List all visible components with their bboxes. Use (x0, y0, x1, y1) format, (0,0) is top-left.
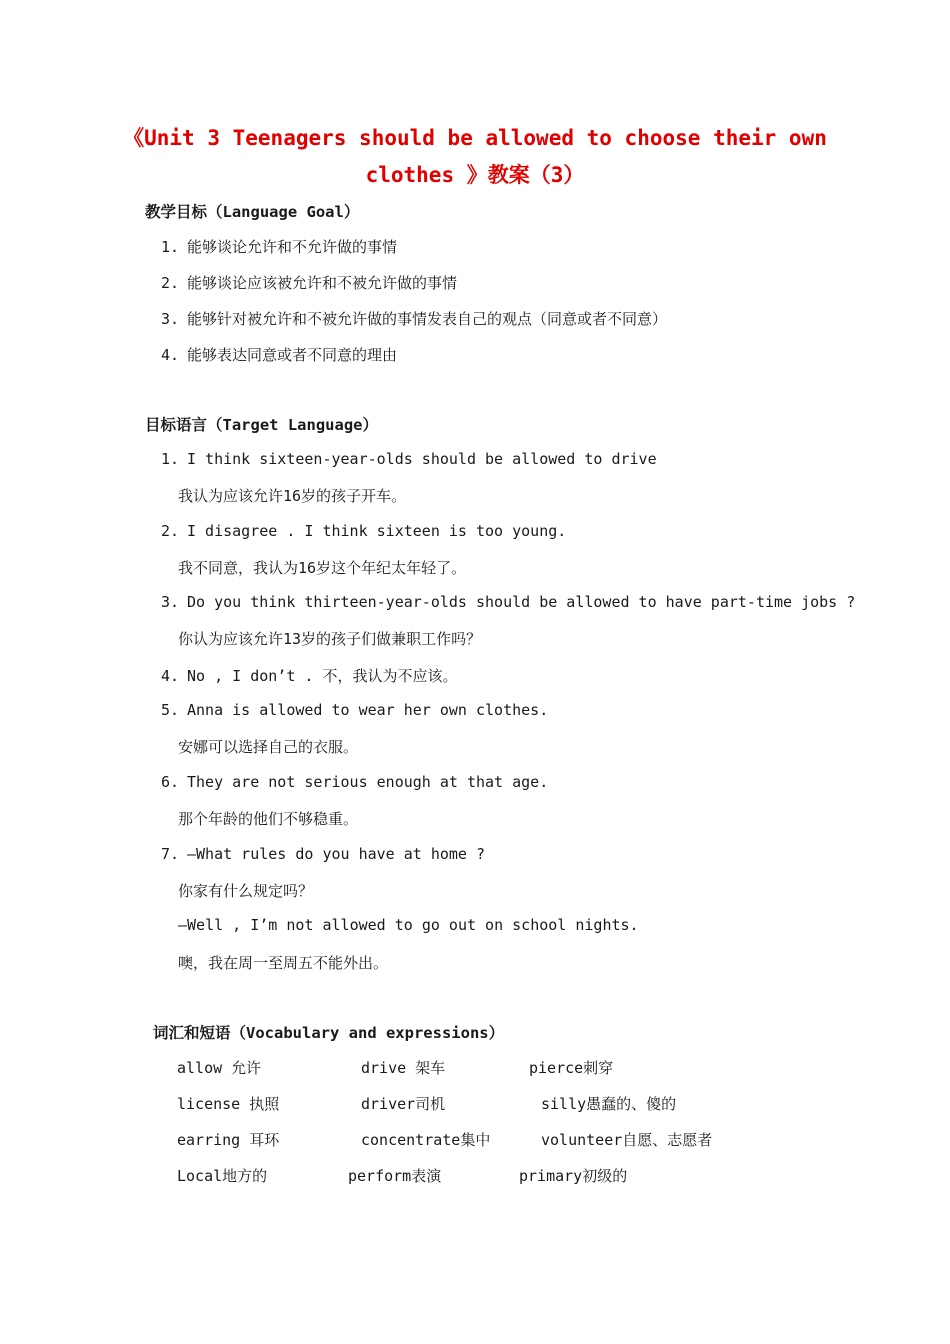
vocab-heading: 词汇和短语（Vocabulary and expressions） (153, 1024, 505, 1042)
target-en: No , I don’t . 不，我认为不应该。 (187, 667, 458, 685)
target-zh: 那个年龄的他们不够稳重。 (178, 810, 359, 828)
goal-item (161, 272, 457, 293)
target-zh: 你认为应该允许13岁的孩子们做兼职工作吗？ (178, 630, 482, 648)
vocab-item: concentrate集中 (361, 1131, 491, 1149)
target-en: I disagree . I think sixteen is too young. (187, 522, 567, 540)
vocab-item: allow 允许 (177, 1059, 262, 1077)
target-num: 3. (161, 593, 180, 611)
vocab-item: perform表演 (348, 1167, 442, 1185)
title-line-2: clothes 》教案（3） (365, 163, 585, 187)
target-heading: 目标语言（Target Language） (145, 416, 378, 434)
target-item-en (161, 522, 566, 540)
goal-num: 3. (161, 310, 180, 328)
target-zh: 安娜可以选择自己的衣服。 (178, 738, 359, 756)
target-item-en (161, 593, 855, 611)
target-num: 6. (161, 773, 180, 791)
goals-heading: 教学目标（Language Goal） (145, 203, 360, 221)
target-en: I think sixteen-year-olds should be allowed to drive (187, 450, 657, 468)
goal-text: 能够谈论应该被允许和不被允许做的事情 (187, 274, 458, 292)
vocab-item: driver司机 (361, 1095, 446, 1113)
goal-num: 4. (161, 346, 180, 364)
vocab-item: primary初级的 (519, 1167, 628, 1185)
goal-item (161, 236, 397, 257)
target-en: —What rules do you have at home ? (187, 845, 486, 863)
target-zh-reply: 噢，我在周一至周五不能外出。 (178, 954, 389, 972)
target-en: Anna is allowed to wear her own clothes. (187, 701, 549, 719)
vocab-item: silly愚蠢的、傻的 (541, 1095, 677, 1113)
target-item-en (161, 773, 548, 791)
target-num: 4. (161, 667, 180, 685)
target-en-reply: —Well , I’m not allowed to go out on school nights. (178, 916, 639, 934)
vocab-item: volunteer自愿、志愿者 (541, 1131, 713, 1149)
target-zh: 我认为应该允许16岁的孩子开车。 (178, 487, 407, 505)
goal-text: 能够谈论允许和不允许做的事情 (187, 238, 398, 256)
goal-text: 能够针对被允许和不被允许做的事情发表自己的观点（同意或者不同意） (187, 310, 668, 328)
target-item-en (161, 845, 485, 863)
target-item-en (161, 665, 457, 686)
vocab-item: Local地方的 (177, 1167, 268, 1185)
target-zh: 我不同意，我认为16岁这个年纪太年轻了。 (178, 559, 467, 577)
target-num: 5. (161, 701, 180, 719)
target-item-en (161, 450, 657, 468)
target-num: 7. (161, 845, 180, 863)
title-line-1: 《Unit 3 Teenagers should be allowed to choose their own (123, 126, 827, 150)
goal-num: 2. (161, 274, 180, 292)
vocab-item: license 执照 (177, 1095, 280, 1113)
target-num: 1. (161, 450, 180, 468)
target-zh: 你家有什么规定吗？ (178, 882, 314, 900)
vocab-item: drive 架车 (361, 1059, 446, 1077)
goal-num: 1. (161, 238, 180, 256)
target-en: They are not serious enough at that age. (187, 773, 549, 791)
goal-item (161, 344, 397, 365)
vocab-item: pierce刺穿 (529, 1059, 614, 1077)
target-en: Do you think thirteen-year-olds should be allowed to have part-time jobs ? (187, 593, 856, 611)
target-num: 2. (161, 522, 180, 540)
vocab-item: earring 耳环 (177, 1131, 280, 1149)
goal-item (161, 308, 667, 329)
goal-text: 能够表达同意或者不同意的理由 (187, 346, 398, 364)
target-item-en (161, 701, 548, 719)
